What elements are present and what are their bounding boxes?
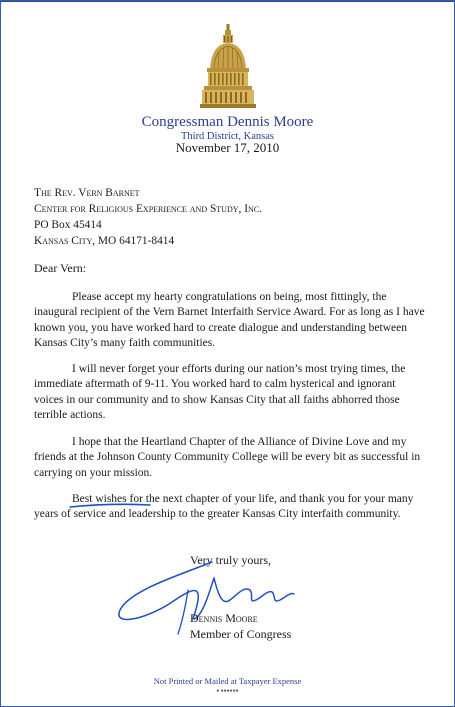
letterhead-district: Third District, Kansas — [180, 131, 275, 142]
closing: Very truly yours, — [190, 553, 271, 567]
address-line-2: Center for Religious Experience and Study, Inc. — [34, 203, 262, 215]
footer-disclaimer: Not Printed or Mailed at Taxpayer Expense — [153, 676, 302, 686]
address-line-1: The Rev. Vern Barnet — [34, 187, 140, 199]
union-bug-icon: ● ●●●●●● — [216, 689, 239, 694]
body-paragraph-2: I will never forget your efforts during our nation’s most trying times, the immediate aftermath of 9-11. You worked hard to calm hysterical and ignorant voices in our community and to show Kansas City that all faiths abhorred those terrible actions. — [34, 363, 406, 421]
body-paragraph-3: I hope that the Heartland Chapter of the Alliance of Divine Love and my friends at the Johnson County Community College will be every bit as successful in carrying on your mission. — [34, 436, 421, 479]
body-paragraph-1: Please accept my hearty congratulations on being, most fittingly, the inaugural recipient of the Vern Barnet Interfaith Service Award. For as long as I have known you, you have worked hard to create dialogue and understanding between Kansas City’s many faith communities. — [34, 291, 425, 349]
letter-date: November 17, 2010 — [175, 140, 280, 155]
signer-title: Member of Congress — [190, 627, 292, 641]
capitol-dome-logo — [198, 22, 258, 110]
letterhead-name: Congressman Dennis Moore — [141, 114, 314, 130]
recipient-address — [34, 185, 262, 249]
signer-name: Dennis Moore — [190, 611, 258, 625]
body-paragraph-4: Best wishes for the next chapter of your life, and thank you for your many years of service and leadership to the greater Kansas City interfaith community. — [34, 493, 414, 521]
address-line-3: PO Box 45414 — [34, 219, 102, 231]
salutation: Dear Vern: — [34, 261, 87, 275]
address-line-4: Kansas City, MO 64171-8414 — [34, 235, 175, 247]
